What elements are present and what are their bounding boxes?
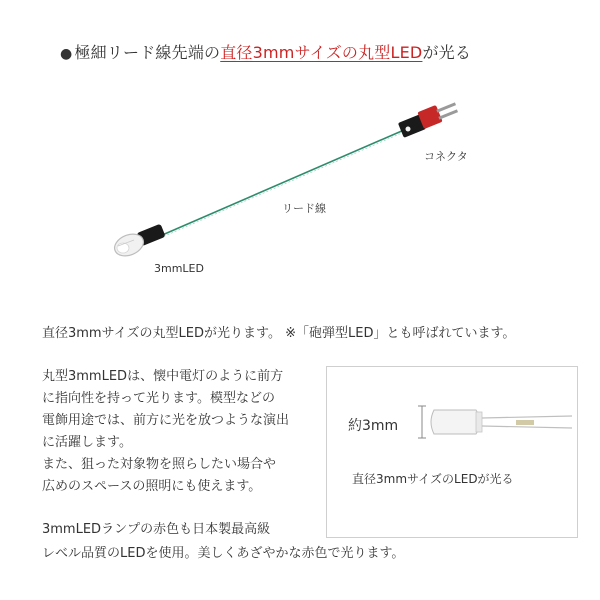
headline-text: 極細リード線先端の [74,43,221,62]
intro-text: 直径3mmサイズの丸型LEDが光ります。 ※「砲弾型LED」とも呼ばれています。 [42,326,516,341]
led-bulb-icon [111,224,165,260]
led-closeup-illustration [326,366,578,538]
connector-label: コネクタ [424,150,468,163]
description-line: 広めのスペースの照明にも使えます。 [42,479,262,494]
description-line: また、狙った対象物を照らしたい場合や [42,457,277,472]
description-line: 電飾用途では、前方に光を放つような演出 [42,413,290,428]
quality-line: 3mmLEDランプの赤色も日本製最高級 [42,522,271,537]
headline-suffix: が光る [422,43,472,62]
description-line: 丸型3mmLEDは、懐中電灯のように前方 [42,369,284,384]
lead-wire-label: リード線 [282,202,326,215]
connector-icon [398,102,458,138]
led-label: 3mmLED [154,262,204,275]
photo-caption: 直径3mmサイズのLEDが光る [352,472,514,486]
bullet-icon: ● [60,46,73,62]
description-text [42,366,324,498]
dimension-label: 約3mm [348,418,399,434]
lead-wire [160,130,404,238]
quality-text [42,518,404,566]
quality-line: レベル品質のLEDを使用。美しくあざやかな赤色で光ります。 [42,546,405,561]
headline-accent: 直径3mmサイズの丸型LED [220,43,423,62]
description-line: に指向性を持って光ります。模型などの [42,391,275,406]
description-line: に活躍します。 [42,435,132,450]
